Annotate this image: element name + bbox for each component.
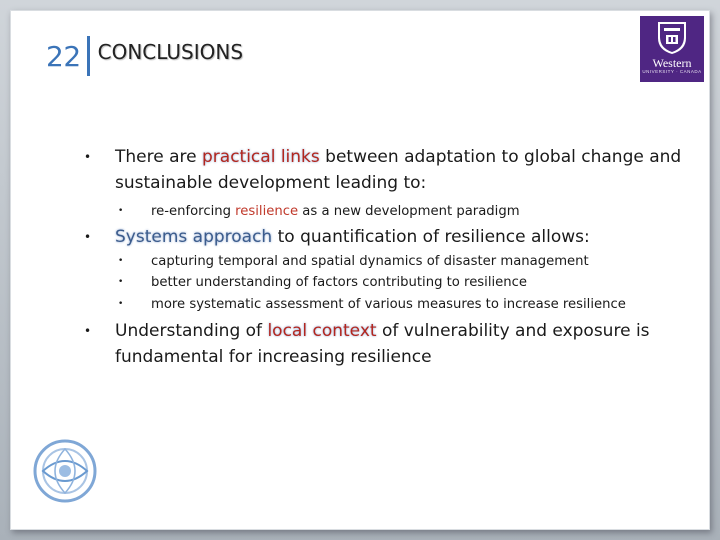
bullet-text: Understanding of <box>115 321 268 341</box>
sub-bullet-text: as a new development paradigm <box>298 204 520 219</box>
bullet-icon: • <box>84 150 92 164</box>
bullet-icon: • <box>118 298 124 309</box>
building-resilient-communities-logo <box>30 436 100 506</box>
sub-bullet-assessment <box>84 294 694 316</box>
bullet-icon: • <box>84 324 92 338</box>
slide-header <box>46 34 243 78</box>
logo-subtitle: UNIVERSITY · CANADA <box>642 69 702 74</box>
header-divider <box>87 36 90 76</box>
bullet-systems-approach <box>84 224 694 250</box>
sub-bullet-text: more systematic assessment of various measures to increase resilience <box>151 296 626 312</box>
bullet-local-context <box>84 318 694 370</box>
western-university-logo <box>640 16 704 82</box>
slide-number: 22 <box>46 39 81 73</box>
bullet-icon: • <box>118 206 124 216</box>
bullet-text: of vulnerability and exposure is fundamental for increasing resilience <box>115 321 650 367</box>
logo-wordmark: Western <box>652 56 692 70</box>
sub-bullet-text: re-enforcing <box>151 204 236 219</box>
sub-bullet-resilience <box>84 201 694 223</box>
highlight-local-context: local context <box>267 321 377 341</box>
sub-bullet-understanding <box>84 272 694 294</box>
sub-bullet-text: capturing temporal and spatial dynamics of disaster management <box>151 253 589 269</box>
slide-content <box>84 144 694 370</box>
crest-icon <box>653 20 691 56</box>
bullet-icon: • <box>84 229 92 244</box>
bullet-text: to quantification of resilience allows: <box>272 226 590 247</box>
bullet-text: between adaptation to global change and sustainable development leading to: <box>115 147 682 193</box>
sub-bullet-text: better understanding of factors contributing to resilience <box>151 275 528 290</box>
highlight-systems-approach: Systems approach <box>115 226 273 247</box>
bullet-icon: • <box>118 277 124 287</box>
highlight-practical-links: practical links <box>202 147 320 167</box>
bullet-practical-links <box>84 144 694 196</box>
slide-title: CONCLUSIONS <box>97 40 244 64</box>
bullet-icon: • <box>118 255 124 266</box>
bullet-text: There are <box>115 147 202 167</box>
highlight-resilience: resilience <box>235 204 299 219</box>
sub-bullet-dynamics <box>84 251 694 273</box>
